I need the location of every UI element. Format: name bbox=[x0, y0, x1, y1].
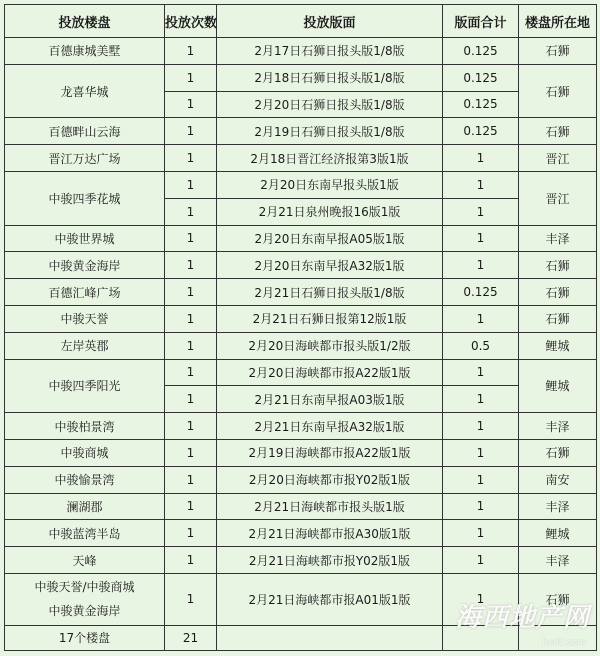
table-row bbox=[5, 520, 597, 547]
table-row bbox=[5, 547, 597, 574]
cell-total: 1 bbox=[443, 439, 519, 466]
summary-count: 21 bbox=[165, 625, 217, 650]
cell-count: 1 bbox=[165, 91, 217, 118]
cell-count: 1 bbox=[165, 359, 217, 386]
cell-page: 2月19日海峡都市报A22版1版 bbox=[217, 439, 443, 466]
watermark-url: hxdc.com bbox=[542, 638, 586, 648]
table-row bbox=[5, 439, 597, 466]
cell-location: 丰泽 bbox=[519, 413, 597, 440]
cell-location: 鲤城 bbox=[519, 359, 597, 413]
header-location: 楼盘所在地 bbox=[519, 5, 597, 38]
summary-page bbox=[217, 625, 443, 650]
cell-location: 石狮 bbox=[519, 305, 597, 332]
cell-total: 1 bbox=[443, 466, 519, 493]
cell-count: 1 bbox=[165, 118, 217, 145]
cell-location: 石狮 bbox=[519, 439, 597, 466]
cell-location: 石狮 bbox=[519, 279, 597, 306]
cell-location: 鲤城 bbox=[519, 520, 597, 547]
cell-count: 1 bbox=[165, 520, 217, 547]
cell-location: 石狮 bbox=[519, 252, 597, 279]
table-row bbox=[5, 466, 597, 493]
table-row bbox=[5, 573, 597, 625]
cell-property: 中骏柏景湾 bbox=[5, 413, 165, 440]
table-row bbox=[5, 64, 597, 91]
cell-count: 1 bbox=[165, 386, 217, 413]
cell-total: 1 bbox=[443, 520, 519, 547]
cell-property: 中骏四季阳光 bbox=[5, 359, 165, 413]
cell-count: 1 bbox=[165, 171, 217, 198]
cell-count: 1 bbox=[165, 305, 217, 332]
cell-count: 1 bbox=[165, 493, 217, 520]
cell-page: 2月21日泉州晚报16版1版 bbox=[217, 198, 443, 225]
cell-location: 石狮 bbox=[519, 64, 597, 118]
cell-page: 2月21日石狮日报第12版1版 bbox=[217, 305, 443, 332]
cell-property-line: 中骏天誉/中骏商城 bbox=[34, 580, 135, 595]
header-property: 投放楼盘 bbox=[5, 5, 165, 38]
cell-location: 南安 bbox=[519, 466, 597, 493]
cell-page: 2月18日晋江经济报第3版1版 bbox=[217, 145, 443, 172]
cell-location: 丰泽 bbox=[519, 225, 597, 252]
cell-property: 中骏愉景湾 bbox=[5, 466, 165, 493]
cell-property: 中骏天誉 bbox=[5, 305, 165, 332]
cell-count: 1 bbox=[165, 252, 217, 279]
cell-location: 石狮 bbox=[519, 573, 597, 625]
cell-property: 左岸英郡 bbox=[5, 332, 165, 359]
cell-page: 2月21日海峡都市报A01版1版 bbox=[217, 573, 443, 625]
cell-total: 1 bbox=[443, 305, 519, 332]
cell-page: 2月21日海峡都市报头版1版 bbox=[217, 493, 443, 520]
cell-count: 1 bbox=[165, 145, 217, 172]
cell-count: 1 bbox=[165, 225, 217, 252]
cell-total: 0.125 bbox=[443, 118, 519, 145]
cell-total: 1 bbox=[443, 145, 519, 172]
header-total: 版面合计 bbox=[443, 5, 519, 38]
cell-count: 1 bbox=[165, 413, 217, 440]
cell-total: 0.125 bbox=[443, 91, 519, 118]
cell-property: 中骏黄金海岸 bbox=[5, 252, 165, 279]
summary-row bbox=[5, 625, 597, 650]
cell-location: 晋江 bbox=[519, 145, 597, 172]
summary-location bbox=[519, 625, 597, 650]
header-page: 投放版面 bbox=[217, 5, 443, 38]
cell-property: 百德汇峰广场 bbox=[5, 279, 165, 306]
cell-property: 中骏四季花城 bbox=[5, 171, 165, 225]
cell-page: 2月21日东南早报A32版1版 bbox=[217, 413, 443, 440]
table-row bbox=[5, 332, 597, 359]
cell-page: 2月20日东南早报A32版1版 bbox=[217, 252, 443, 279]
cell-page: 2月17日石狮日报头版1/8版 bbox=[217, 38, 443, 65]
table-row bbox=[5, 279, 597, 306]
cell-count: 1 bbox=[165, 279, 217, 306]
table-row bbox=[5, 252, 597, 279]
cell-property: 中骏世界城 bbox=[5, 225, 165, 252]
cell-total: 1 bbox=[443, 573, 519, 625]
cell-page: 2月20日东南早报A05版1版 bbox=[217, 225, 443, 252]
cell-count: 1 bbox=[165, 38, 217, 65]
cell-location: 丰泽 bbox=[519, 493, 597, 520]
cell-page: 2月20日海峡都市报头版1/2版 bbox=[217, 332, 443, 359]
cell-total: 0.5 bbox=[443, 332, 519, 359]
cell-page: 2月20日东南早报头版1版 bbox=[217, 171, 443, 198]
cell-count: 1 bbox=[165, 332, 217, 359]
cell-property: 晋江万达广场 bbox=[5, 145, 165, 172]
table-row bbox=[5, 225, 597, 252]
cell-page: 2月20日石狮日报头版1/8版 bbox=[217, 91, 443, 118]
cell-property: 中骏蓝湾半岛 bbox=[5, 520, 165, 547]
cell-property: 百德康城美墅 bbox=[5, 38, 165, 65]
table-row bbox=[5, 413, 597, 440]
cell-page: 2月18日石狮日报头版1/8版 bbox=[217, 64, 443, 91]
ad-placement-table bbox=[4, 4, 597, 651]
cell-property bbox=[5, 573, 165, 625]
summary-property: 17个楼盘 bbox=[5, 625, 165, 650]
table-row bbox=[5, 359, 597, 386]
cell-count: 1 bbox=[165, 198, 217, 225]
cell-property-line: 中骏黄金海岸 bbox=[48, 604, 121, 619]
cell-total: 1 bbox=[443, 386, 519, 413]
cell-property: 中骏商城 bbox=[5, 439, 165, 466]
table-row bbox=[5, 145, 597, 172]
cell-page: 2月21日石狮日报头版1/8版 bbox=[217, 279, 443, 306]
watermark-text: 海西地产网 bbox=[454, 603, 590, 633]
cell-total: 0.125 bbox=[443, 64, 519, 91]
cell-total: 1 bbox=[443, 252, 519, 279]
cell-location: 丰泽 bbox=[519, 547, 597, 574]
cell-count: 1 bbox=[165, 466, 217, 493]
cell-page: 2月21日东南早报A03版1版 bbox=[217, 386, 443, 413]
cell-location: 石狮 bbox=[519, 118, 597, 145]
cell-total: 0.125 bbox=[443, 38, 519, 65]
header-row bbox=[5, 5, 597, 38]
table-row bbox=[5, 493, 597, 520]
table-row bbox=[5, 171, 597, 198]
cell-count: 1 bbox=[165, 547, 217, 574]
cell-total: 1 bbox=[443, 493, 519, 520]
cell-total: 1 bbox=[443, 413, 519, 440]
cell-total: 1 bbox=[443, 171, 519, 198]
summary-total bbox=[443, 625, 519, 650]
cell-location: 石狮 bbox=[519, 38, 597, 65]
cell-total: 1 bbox=[443, 547, 519, 574]
cell-location: 鲤城 bbox=[519, 332, 597, 359]
cell-page: 2月19日石狮日报头版1/8版 bbox=[217, 118, 443, 145]
cell-page: 2月20日海峡都市报Y02版1版 bbox=[217, 466, 443, 493]
cell-location: 晋江 bbox=[519, 171, 597, 225]
cell-total: 1 bbox=[443, 225, 519, 252]
cell-total: 1 bbox=[443, 359, 519, 386]
header-count: 投放次数 bbox=[165, 5, 217, 38]
cell-page: 2月20日海峡都市报A22版1版 bbox=[217, 359, 443, 386]
cell-property: 百德畔山云海 bbox=[5, 118, 165, 145]
cell-total: 0.125 bbox=[443, 279, 519, 306]
table-row bbox=[5, 305, 597, 332]
cell-count: 1 bbox=[165, 439, 217, 466]
cell-property: 龙喜华城 bbox=[5, 64, 165, 118]
cell-total: 1 bbox=[443, 198, 519, 225]
cell-page: 2月21日海峡都市报Y02版1版 bbox=[217, 547, 443, 574]
table-row bbox=[5, 38, 597, 65]
cell-property: 天峰 bbox=[5, 547, 165, 574]
table-body bbox=[5, 38, 597, 626]
cell-page: 2月21日海峡都市报A30版1版 bbox=[217, 520, 443, 547]
cell-property: 澜湖郡 bbox=[5, 493, 165, 520]
cell-count: 1 bbox=[165, 573, 217, 625]
table-row bbox=[5, 118, 597, 145]
cell-count: 1 bbox=[165, 64, 217, 91]
